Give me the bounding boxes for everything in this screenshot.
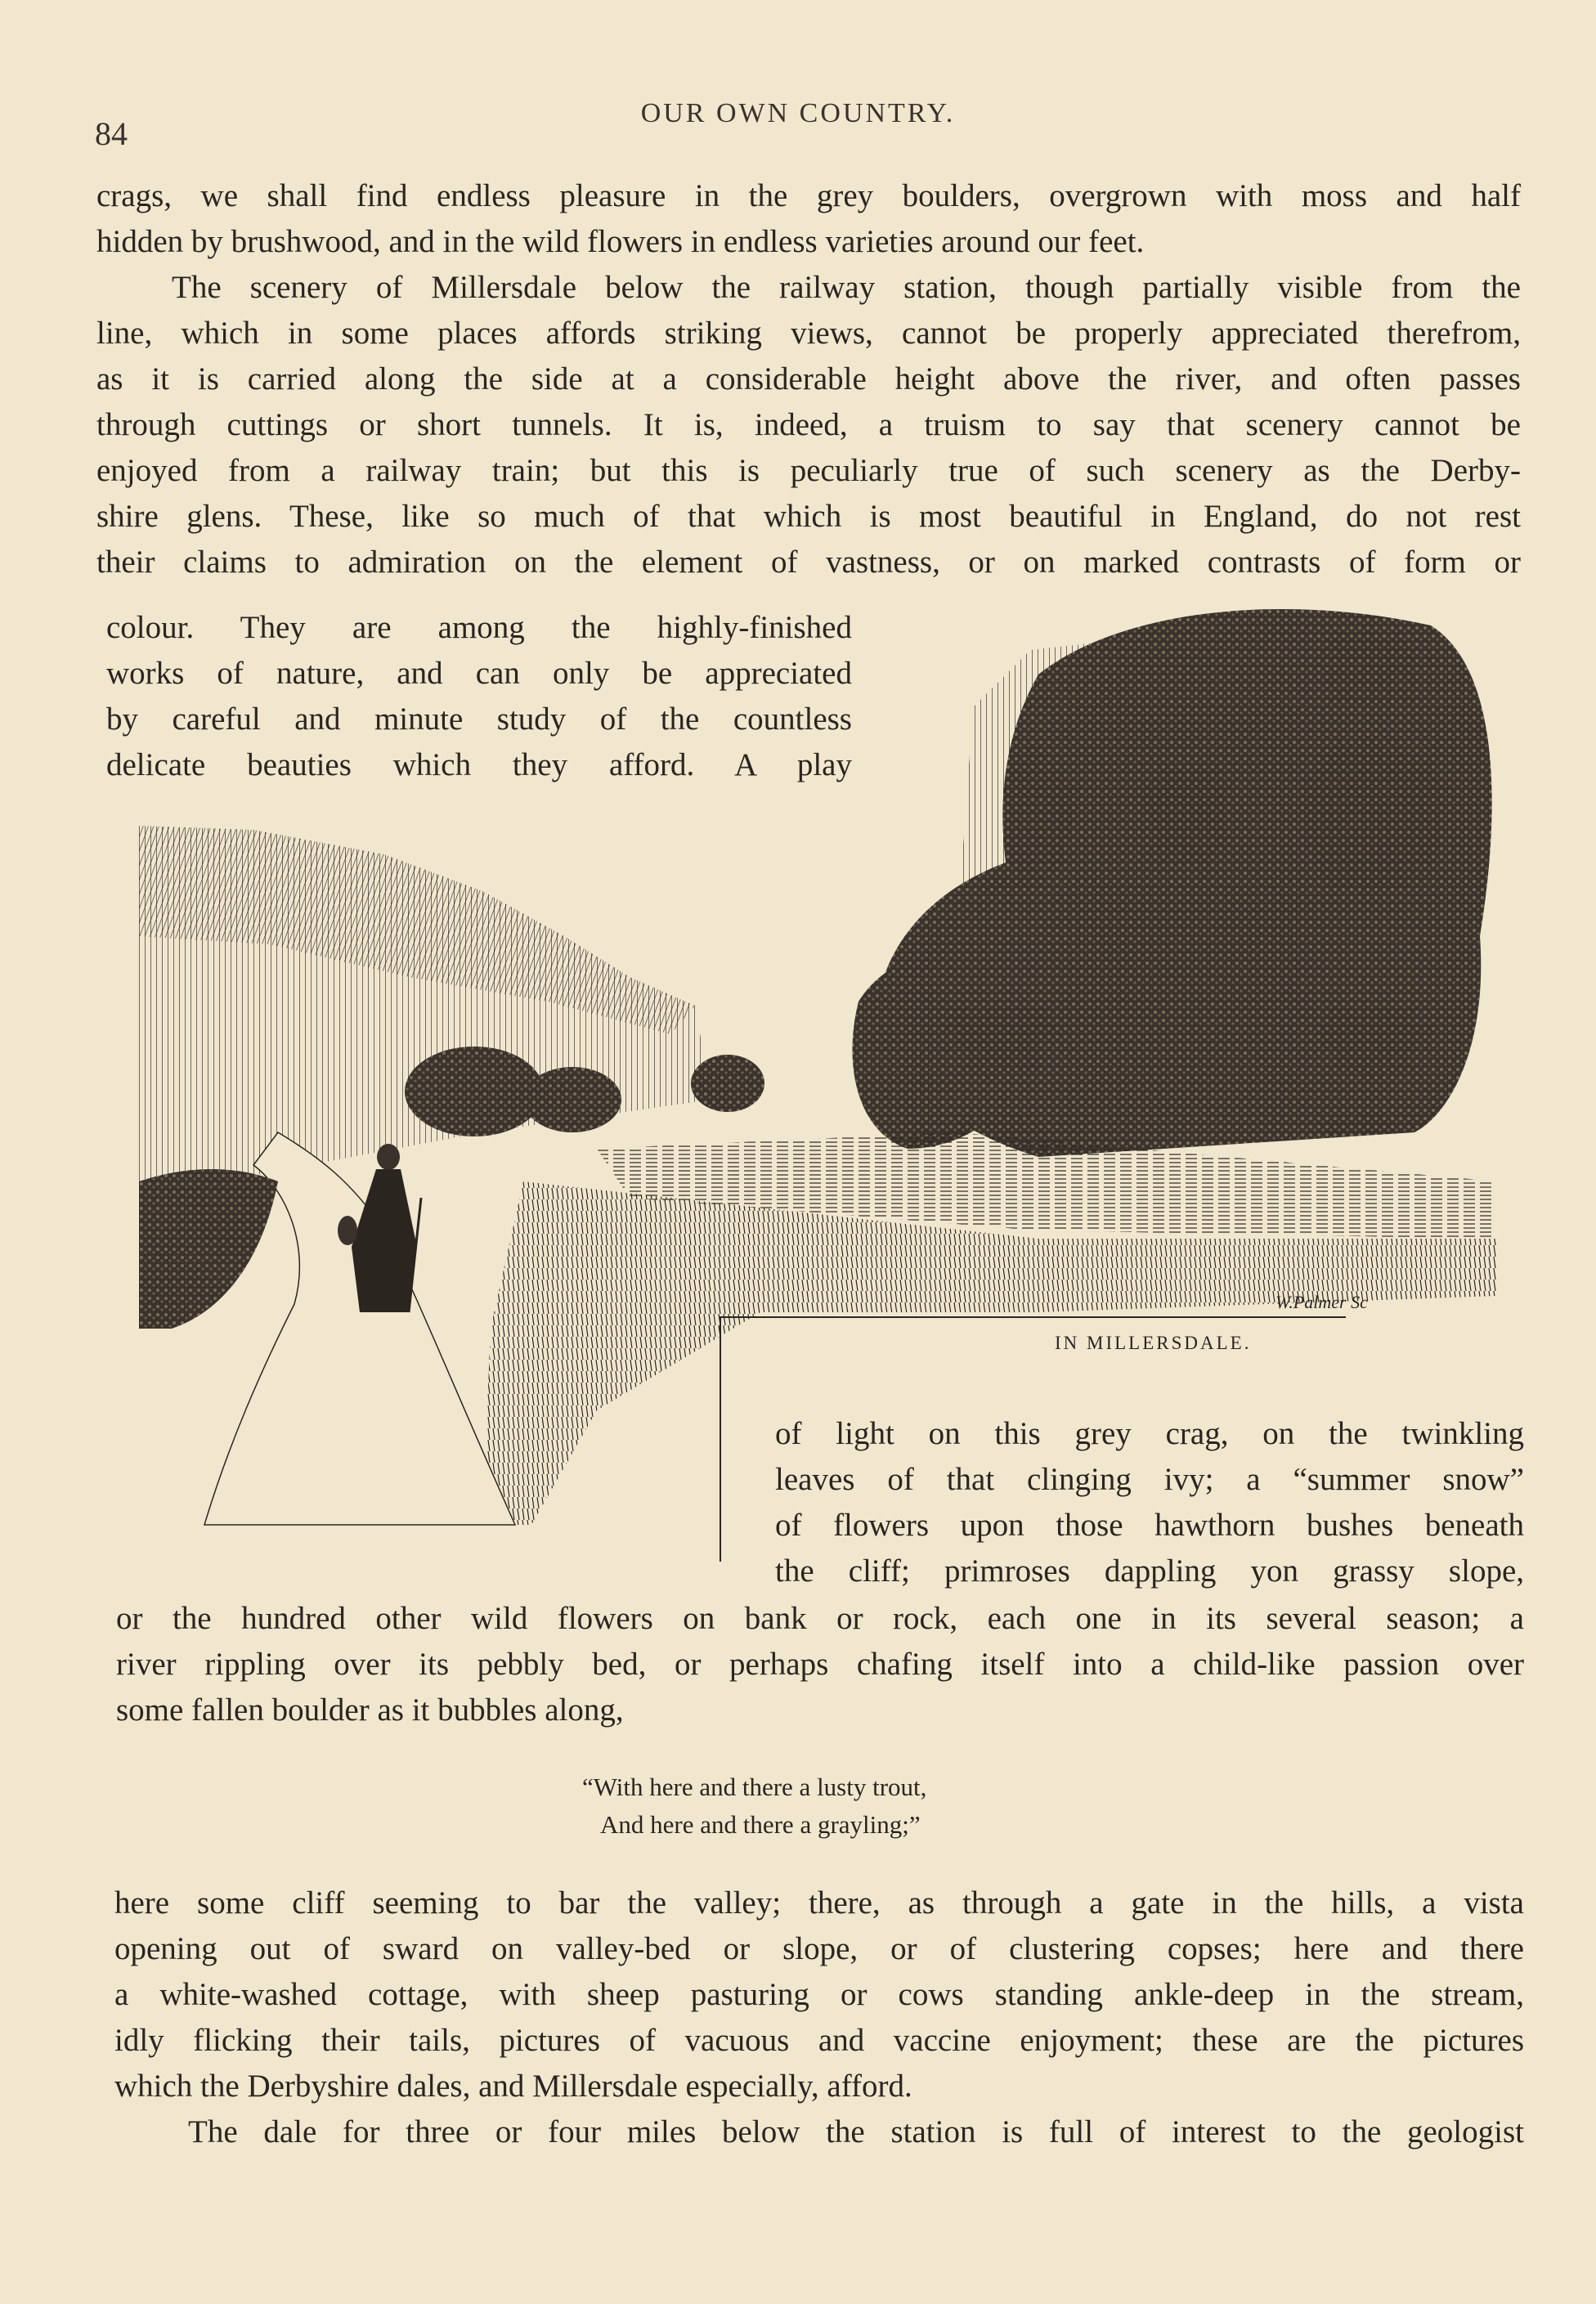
- engraver-signature: W.Palmer Sc: [1275, 1292, 1368, 1312]
- left-cliff: [139, 826, 711, 1198]
- text-line: a white-washed cottage, with sheep pasturing or cows standing ankle-deep in the stream,: [114, 1977, 1524, 2012]
- text-line: The dale for three or four miles below the station is full of interest to the geologist: [188, 2114, 1524, 2149]
- quote-line: And here and there a grayling;”: [600, 1810, 921, 1839]
- text-line: or the hundred other wild flowers on bank or rock, each one in its several season; a: [116, 1601, 1524, 1636]
- text-line: here some cliff seeming to bar the valley; there, as through a gate in the hills, a vista: [114, 1885, 1524, 1921]
- text-line: through cuttings or short tunnels. It is, indeed, a truism to say that scenery cannot be: [96, 407, 1521, 442]
- text-line: some fallen boulder as it bubbles along,: [116, 1692, 624, 1728]
- text-line: colour. They are among the highly-finished: [106, 610, 852, 645]
- text-line: shire glens. These, like so much of that which is most beautiful in England, do not rest: [96, 499, 1521, 534]
- text-line: river rippling over its pebbly bed, or perhaps chafing itself into a child-like passion over: [116, 1647, 1524, 1682]
- text-line: which the Derbyshire dales, and Millersdale especially, afford.: [114, 2069, 912, 2104]
- text-line: The scenery of Millersdale below the railway station, though partially visible from the: [172, 270, 1521, 305]
- text-line: line, which in some places affords striking views, cannot be properly appreciated therefrom,: [96, 316, 1521, 351]
- text-line: works of nature, and can only be appreciated: [106, 656, 852, 691]
- figure-caption: IN MILLERSDALE.: [1055, 1333, 1252, 1353]
- figure-frame-top: [720, 1316, 1346, 1318]
- text-line: by careful and minute study of the countless: [106, 702, 852, 737]
- text-line: of light on this grey crag, on the twinkling: [775, 1416, 1524, 1451]
- figure-frame-side: [720, 1316, 721, 1562]
- text-line: of flowers upon those hawthorn bushes beneath: [775, 1508, 1524, 1543]
- foreground-scrub: [139, 1169, 278, 1329]
- text-line: their claims to admiration on the element of vastness, or on marked contrasts of form or: [96, 545, 1521, 580]
- text-line: the cliff; primroses dappling yon grassy slope,: [775, 1553, 1524, 1589]
- page-number: 84: [95, 115, 128, 152]
- text-line: crags, we shall find endless pleasure in the grey boulders, overgrown with moss and half: [96, 178, 1521, 213]
- text-line: enjoyed from a railway train; but this is peculiarly true of such scenery as the Derby-: [96, 453, 1521, 488]
- right-cliff-with-trees: [853, 609, 1492, 1157]
- text-line: delicate beauties which they afford. A play: [106, 747, 852, 782]
- text-line: leaves of that clinging ivy; a “summer snow”: [775, 1462, 1524, 1497]
- quote-line: “With here and there a lusty trout,: [582, 1773, 927, 1801]
- running-title: OUR OWN COUNTRY.: [640, 98, 956, 128]
- text-line: hidden by brushwood, and in the wild flowers in endless varieties around our feet.: [96, 224, 1145, 259]
- text-line: opening out of sward on valley-bed or slope, or of clustering copses; here and there: [114, 1931, 1524, 1966]
- text-line: as it is carried along the side at a considerable height above the river, and often passes: [96, 361, 1521, 397]
- text-line: idly flicking their tails, pictures of vacuous and vaccine enjoyment; these are the pictures: [114, 2023, 1524, 2058]
